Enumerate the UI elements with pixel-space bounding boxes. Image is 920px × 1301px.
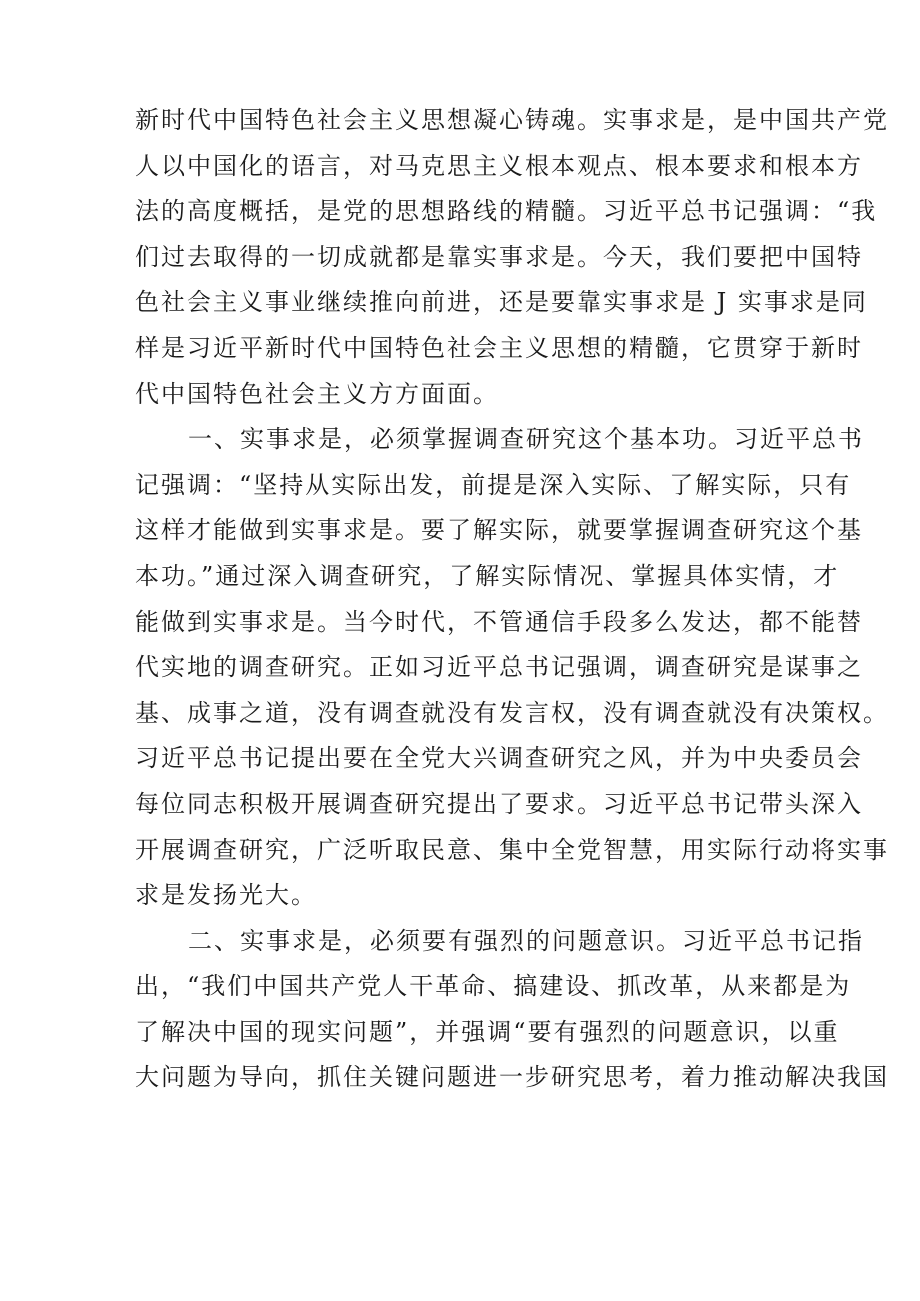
text-line: 能做到实事求是。当今时代，不管通信手段多么发达，都不能替: [135, 607, 863, 636]
text-line: 本功。”通过深入调查研究，了解实际情况、掌握具体实情，才: [135, 561, 840, 590]
text-line: 大问题为导向，抓住关键问题进一步研究思考，着力推动解决我国: [135, 1063, 889, 1092]
text-line: 基、成事之道，没有调查就没有发言权，没有调查就没有决策权。: [135, 698, 889, 727]
section-heading-line: 一、实事求是，必须掌握调查研究这个基本功。习近平总书: [188, 425, 864, 454]
document-body: [135, 98, 889, 1101]
text-line: 出，“我们中国共产党人干革命、搞建设、抓改革，从来都是为: [135, 972, 852, 1001]
text-line: 代实地的调查研究。正如习近平总书记强调，调查研究是谋事之: [135, 653, 863, 682]
text-line: 代中国特色社会主义方方面面。: [135, 379, 499, 408]
text-line: 们过去取得的一切成就都是靠实事求是。今天，我们要把中国特: [135, 242, 863, 271]
text-line: 了解决中国的现实问题”，并强调“要有强烈的问题意识，以重: [135, 1017, 840, 1046]
text-line: 求是发扬光大。: [135, 881, 317, 910]
text-line: 色社会主义事业继续推向前进，还是要靠实事求是 J 实事求是同: [135, 288, 868, 317]
text-line: 这样才能做到实事求是。要了解实际，就要掌握调查研究这个基: [135, 516, 863, 545]
text-line: 每位同志积极开展调查研究提出了要求。习近平总书记带头深入: [135, 789, 863, 818]
text-line: 法的高度概括，是党的思想路线的精髓。习近平总书记强调：“我: [135, 197, 878, 226]
text-line: 记强调：“坚持从实际出发，前提是深入实际、了解实际，只有: [135, 470, 852, 499]
text-line: 习近平总书记提出要在全党大兴调查研究之风，并为中央委员会: [135, 744, 863, 773]
paragraph-intro: [135, 98, 889, 417]
paragraph-section-two: [135, 919, 889, 1101]
text-line: 样是习近平新时代中国特色社会主义思想的精髓，它贯穿于新时: [135, 333, 863, 362]
text-line: 人以中国化的语言，对马克思主义根本观点、根本要求和根本方: [135, 151, 863, 180]
paragraph-section-one: [135, 417, 889, 919]
text-line: 新时代中国特色社会主义思想凝心铸魂。实事求是，是中国共产党: [135, 106, 889, 134]
text-line: 开展调查研究，广泛听取民意、集中全党智慧，用实际行动将实事: [135, 835, 889, 864]
section-heading-line: 二、实事求是，必须要有强烈的问题意识。习近平总书记指: [188, 926, 864, 955]
